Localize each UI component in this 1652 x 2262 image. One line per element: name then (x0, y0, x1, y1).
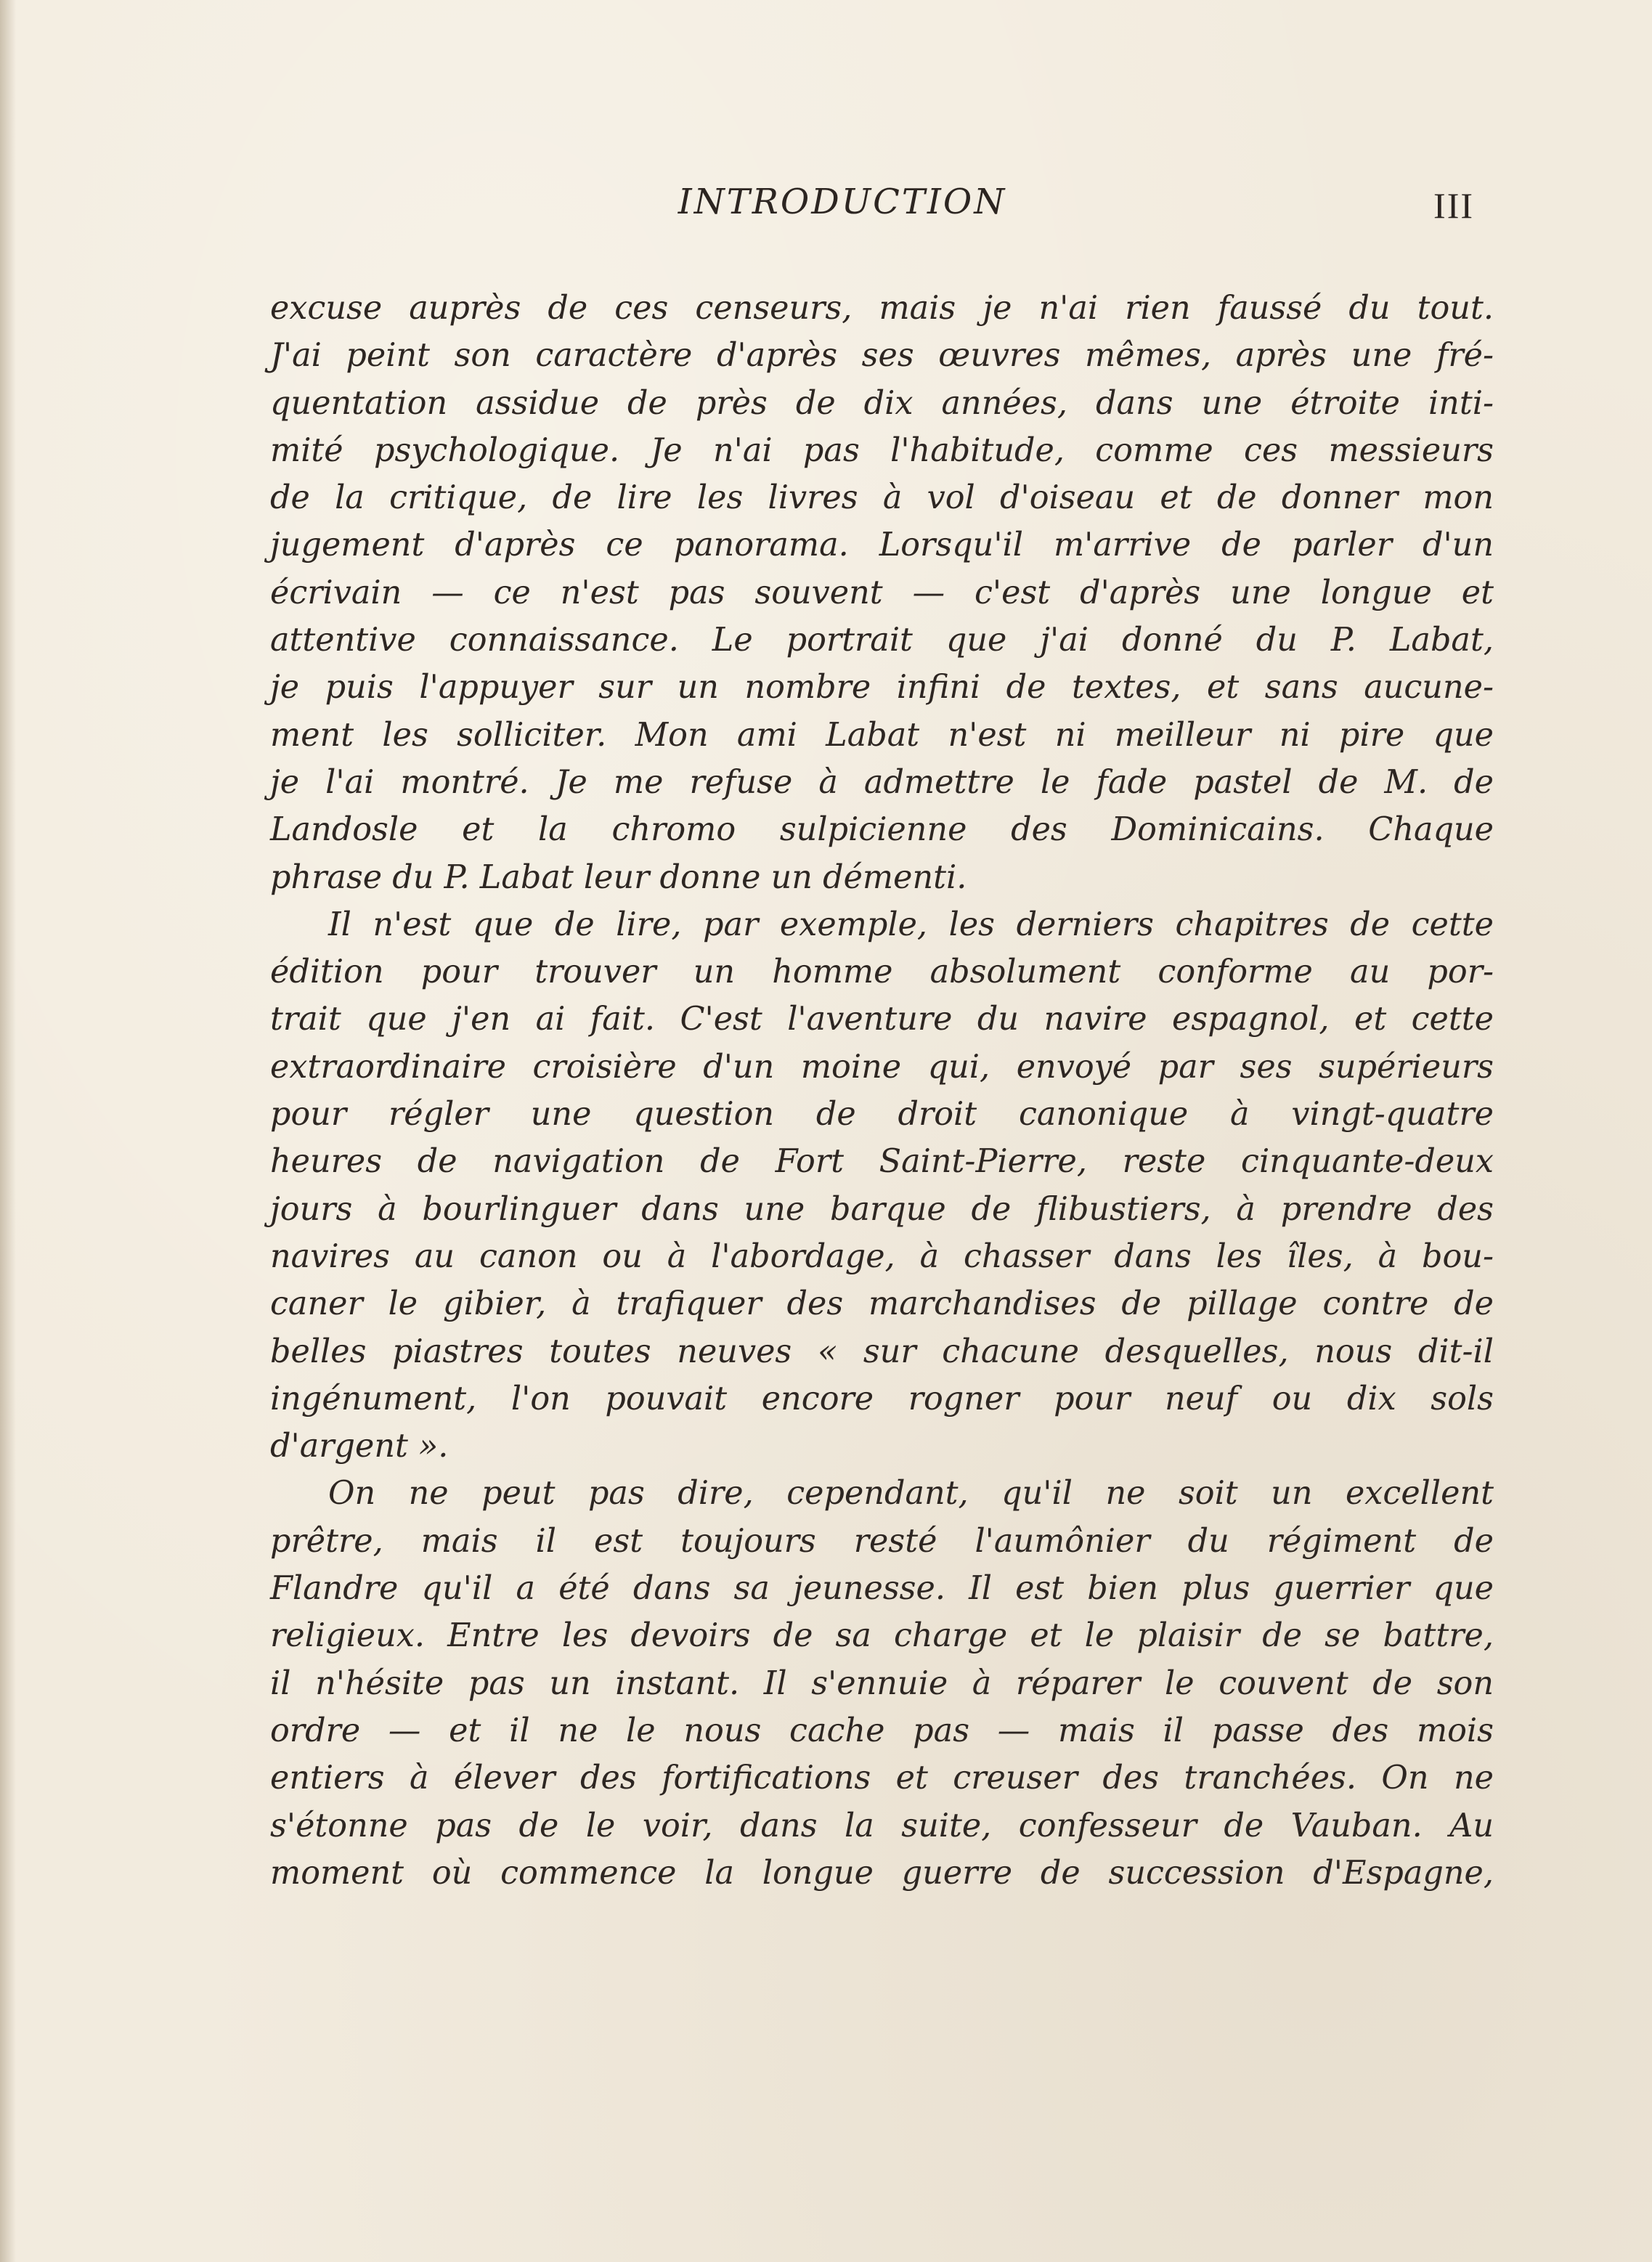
text-line: prêtre, mais il est toujours resté l'aumônier du régiment de (270, 1522, 1494, 1560)
text-line: belles piastres toutes neuves « sur chacune desquelles, nous dit-il (270, 1333, 1494, 1370)
text-line: excuse auprès de ces censeurs, mais je n'ai rien faussé du tout. (270, 290, 1494, 327)
text-line: Flandre qu'il a été dans sa jeunesse. Il est bien plus guerrier que (270, 1570, 1494, 1608)
text-line: phrase du P. Labat leur donne un démenti. (270, 858, 967, 896)
text-line: heures de navigation de Fort Saint-Pierre, reste cinquante-deux (270, 1143, 1494, 1181)
page-number: III (1433, 185, 1474, 226)
running-head (269, 182, 1503, 240)
paragraph-1 (270, 285, 1494, 901)
text-line: quentation assidue de près de dix années, dans une étroite inti- (270, 384, 1494, 422)
text-line: moment où commence la longue guerre de succession d'Espagne, (270, 1854, 1494, 1892)
page-binding-edge (0, 0, 16, 2262)
text-line: extraordinaire croisière d'un moine qui, envoyé par ses supérieurs (270, 1048, 1494, 1086)
text-line: ingénument, l'on pouvait encore rogner pour neuf ou dix sols (270, 1380, 1494, 1417)
text-line: d'argent ». (270, 1428, 449, 1465)
text-line: mité psychologique. Je n'ai pas l'habitude, comme ces messieurs (270, 431, 1494, 469)
text-line: entiers à élever des fortifications et creuser des tranchées. On ne (270, 1759, 1494, 1797)
text-line: ordre — et il ne le nous cache pas — mais il passe des mois (270, 1712, 1494, 1749)
paragraph-2 (270, 901, 1494, 1470)
text-line: Il n'est que de lire, par exemple, les derniers chapitres de cette (328, 906, 1494, 943)
text-line: caner le gibier, à trafiquer des marchandises de pillage contre de (270, 1285, 1494, 1323)
text-line: je l'ai montré. Je me refuse à admettre le fade pastel de M. de (270, 763, 1494, 801)
text-line: jours à bourlinguer dans une barque de flibustiers, à prendre des (270, 1190, 1494, 1228)
text-line: On ne peut pas dire, cependant, qu'il ne soit un excellent (328, 1475, 1494, 1513)
text-line: trait que j'en ai fait. C'est l'aventure du navire espagnol, et cette (270, 1001, 1494, 1038)
body-text (270, 285, 1494, 1897)
text-line: ment les solliciter. Mon ami Labat n'est ni meilleur ni pire que (270, 716, 1494, 754)
text-line: Landosle et la chromo sulpicienne des Dominicains. Chaque (270, 811, 1494, 849)
text-line: attentive connaissance. Le portrait que j'ai donné du P. Labat, (270, 622, 1494, 659)
text-line: s'étonne pas de le voir, dans la suite, confesseur de Vauban. Au (270, 1807, 1494, 1844)
paragraph-3 (270, 1470, 1494, 1897)
text-line: religieux. Entre les devoirs de sa charge et le plaisir de se battre, (270, 1617, 1494, 1655)
chapter-title: INTRODUCTION (678, 182, 1007, 222)
text-line: navires au canon ou à l'abordage, à chasser dans les îles, à bou- (270, 1237, 1494, 1275)
text-line: écrivain — ce n'est pas souvent — c'est d'après une longue et (270, 574, 1494, 611)
text-line: je puis l'appuyer sur un nombre infini de textes, et sans aucune- (270, 669, 1494, 707)
text-line: J'ai peint son caractère d'après ses œuvres mêmes, après une fré- (270, 337, 1494, 375)
text-line: édition pour trouver un homme absolument conforme au por- (270, 953, 1494, 991)
text-line: pour régler une question de droit canonique à vingt-quatre (270, 1096, 1494, 1134)
text-line: jugement d'après ce panorama. Lorsqu'il m'arrive de parler d'un (270, 526, 1494, 564)
text-line: de la critique, de lire les livres à vol d'oiseau et de donner mon (270, 479, 1494, 517)
text-line: il n'hésite pas un instant. Il s'ennuie à réparer le couvent de son (270, 1664, 1494, 1702)
